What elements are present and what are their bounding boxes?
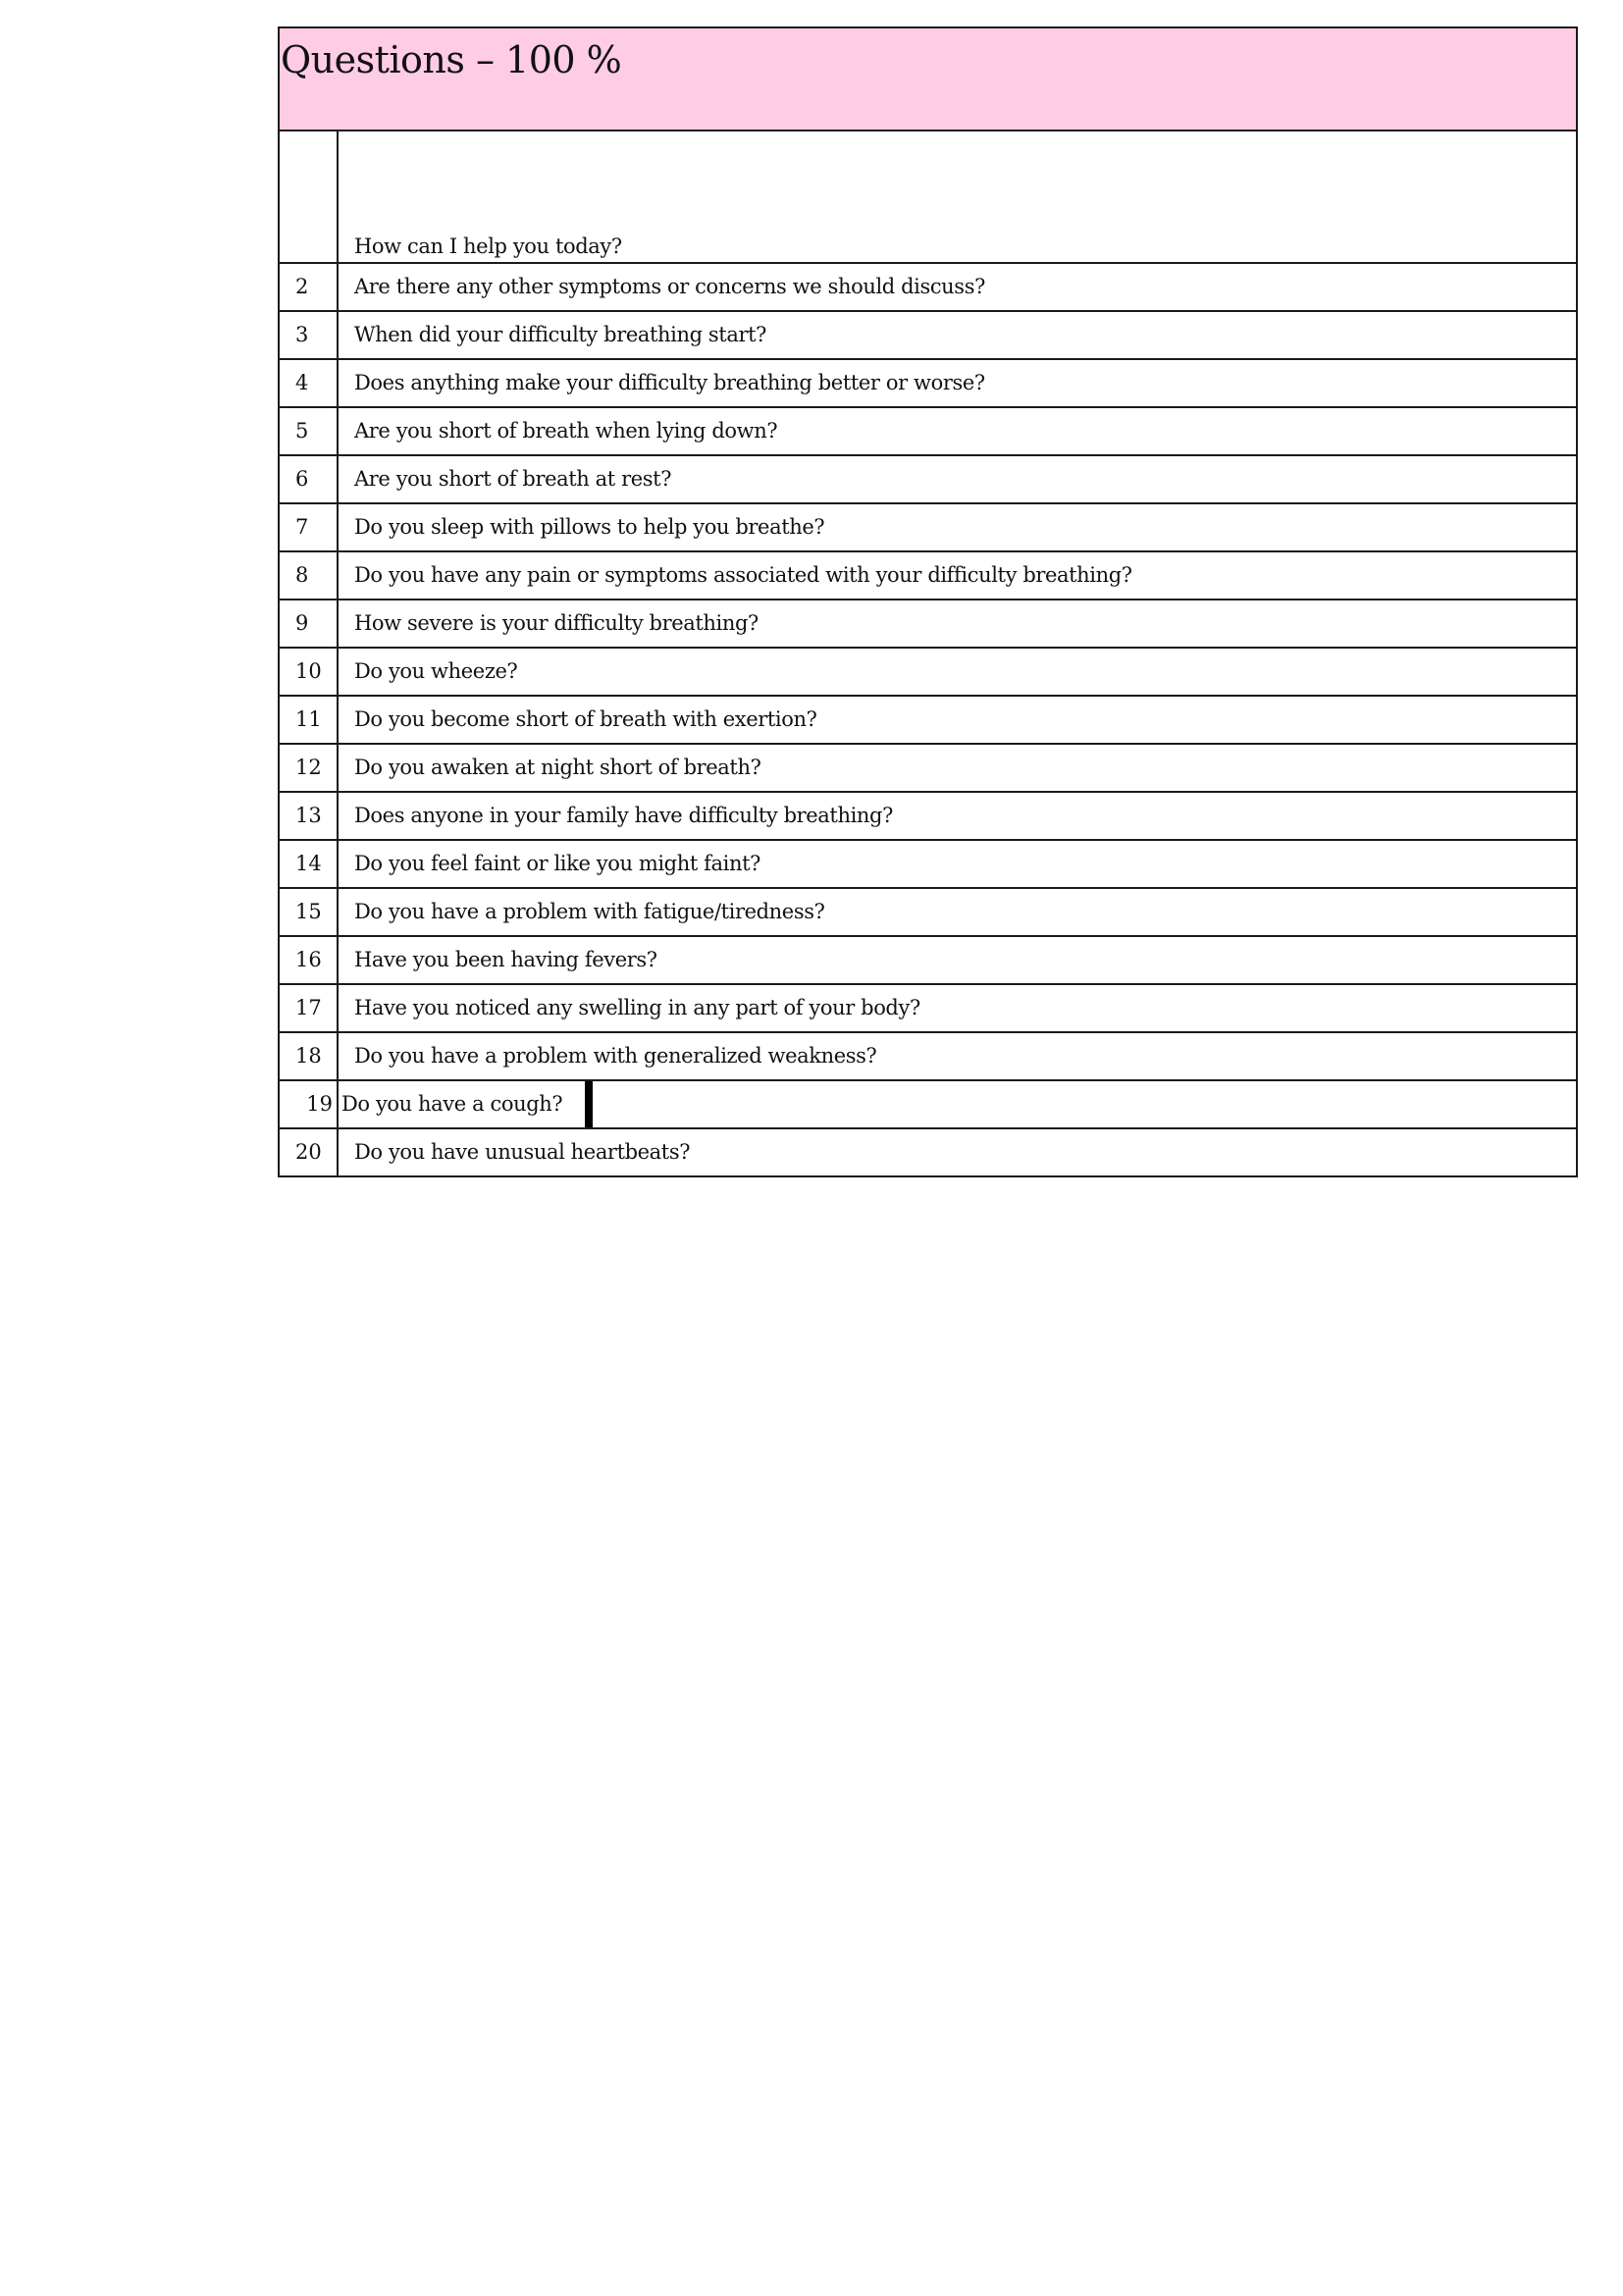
table-row xyxy=(280,552,1576,600)
question-text: Do you have a cough? xyxy=(341,1092,563,1116)
table-row xyxy=(280,841,1576,889)
question-text: Do you have a problem with generalized weakness? xyxy=(354,1044,877,1068)
row-number: 15 xyxy=(280,889,339,935)
row-number: 7 xyxy=(280,504,339,550)
table-header xyxy=(280,28,1576,131)
row-number xyxy=(280,131,339,262)
question-text: When did your difficulty breathing start? xyxy=(354,323,766,346)
row-number: 12 xyxy=(280,745,339,791)
questions-table xyxy=(278,26,1578,1177)
question-text: Have you noticed any swelling in any part of your body? xyxy=(354,996,920,1019)
question-text: Are there any other symptoms or concerns we should discuss? xyxy=(354,275,985,298)
table-row xyxy=(280,264,1576,312)
row-number: 11 xyxy=(280,697,339,743)
row-number: 3 xyxy=(280,312,339,358)
row-number: 18 xyxy=(280,1033,339,1079)
table-row xyxy=(280,985,1576,1033)
table-row xyxy=(280,312,1576,360)
empty-cell xyxy=(593,1081,1576,1127)
table-row xyxy=(280,408,1576,456)
cell-divider xyxy=(585,1081,593,1127)
table-row xyxy=(280,1081,1576,1129)
row-number: 16 xyxy=(280,937,339,983)
table-row xyxy=(280,1129,1576,1175)
table-row xyxy=(280,504,1576,552)
table-row xyxy=(280,745,1576,793)
row-number: 14 xyxy=(280,841,339,887)
table-row xyxy=(280,649,1576,697)
table-row xyxy=(280,360,1576,408)
row-number: 4 xyxy=(280,360,339,406)
question-text: How severe is your difficulty breathing? xyxy=(354,611,759,635)
row-number: 19 xyxy=(280,1081,339,1127)
table-row xyxy=(280,600,1576,649)
table-row xyxy=(280,131,1576,264)
question-text: Do you feel faint or like you might faint? xyxy=(354,852,760,875)
question-text: Do you wheeze? xyxy=(354,659,518,683)
question-text: Have you been having fevers? xyxy=(354,948,657,971)
table-row xyxy=(280,937,1576,985)
row-number: 6 xyxy=(280,456,339,502)
table-row xyxy=(280,456,1576,504)
question-text: Do you have a problem with fatigue/tiredness? xyxy=(354,900,825,923)
table-row xyxy=(280,1033,1576,1081)
row-number: 20 xyxy=(280,1129,339,1175)
row-number: 10 xyxy=(280,649,339,695)
question-text: Does anyone in your family have difficulty breathing? xyxy=(354,804,893,827)
question-text: Are you short of breath when lying down? xyxy=(354,419,778,443)
question-text: Do you have any pain or symptoms associated with your difficulty breathing? xyxy=(354,563,1132,587)
table-row xyxy=(280,889,1576,937)
question-text: Do you sleep with pillows to help you breathe? xyxy=(354,515,825,539)
row-number: 5 xyxy=(280,408,339,454)
table-row xyxy=(280,793,1576,841)
row-number: 17 xyxy=(280,985,339,1031)
question-text: Does anything make your difficulty breathing better or worse? xyxy=(354,371,985,394)
row-number: 13 xyxy=(280,793,339,839)
table-row xyxy=(280,697,1576,745)
question-text: Do you have unusual heartbeats? xyxy=(354,1140,691,1164)
row-number: 2 xyxy=(280,264,339,310)
question-text: Do you become short of breath with exertion? xyxy=(354,707,817,731)
row-number: 9 xyxy=(280,600,339,647)
question-text: How can I help you today? xyxy=(354,235,622,258)
question-text: Do you awaken at night short of breath? xyxy=(354,756,761,779)
page-title: Questions – 100 % xyxy=(281,38,622,81)
question-text: Are you short of breath at rest? xyxy=(354,467,672,491)
row-number: 8 xyxy=(280,552,339,599)
